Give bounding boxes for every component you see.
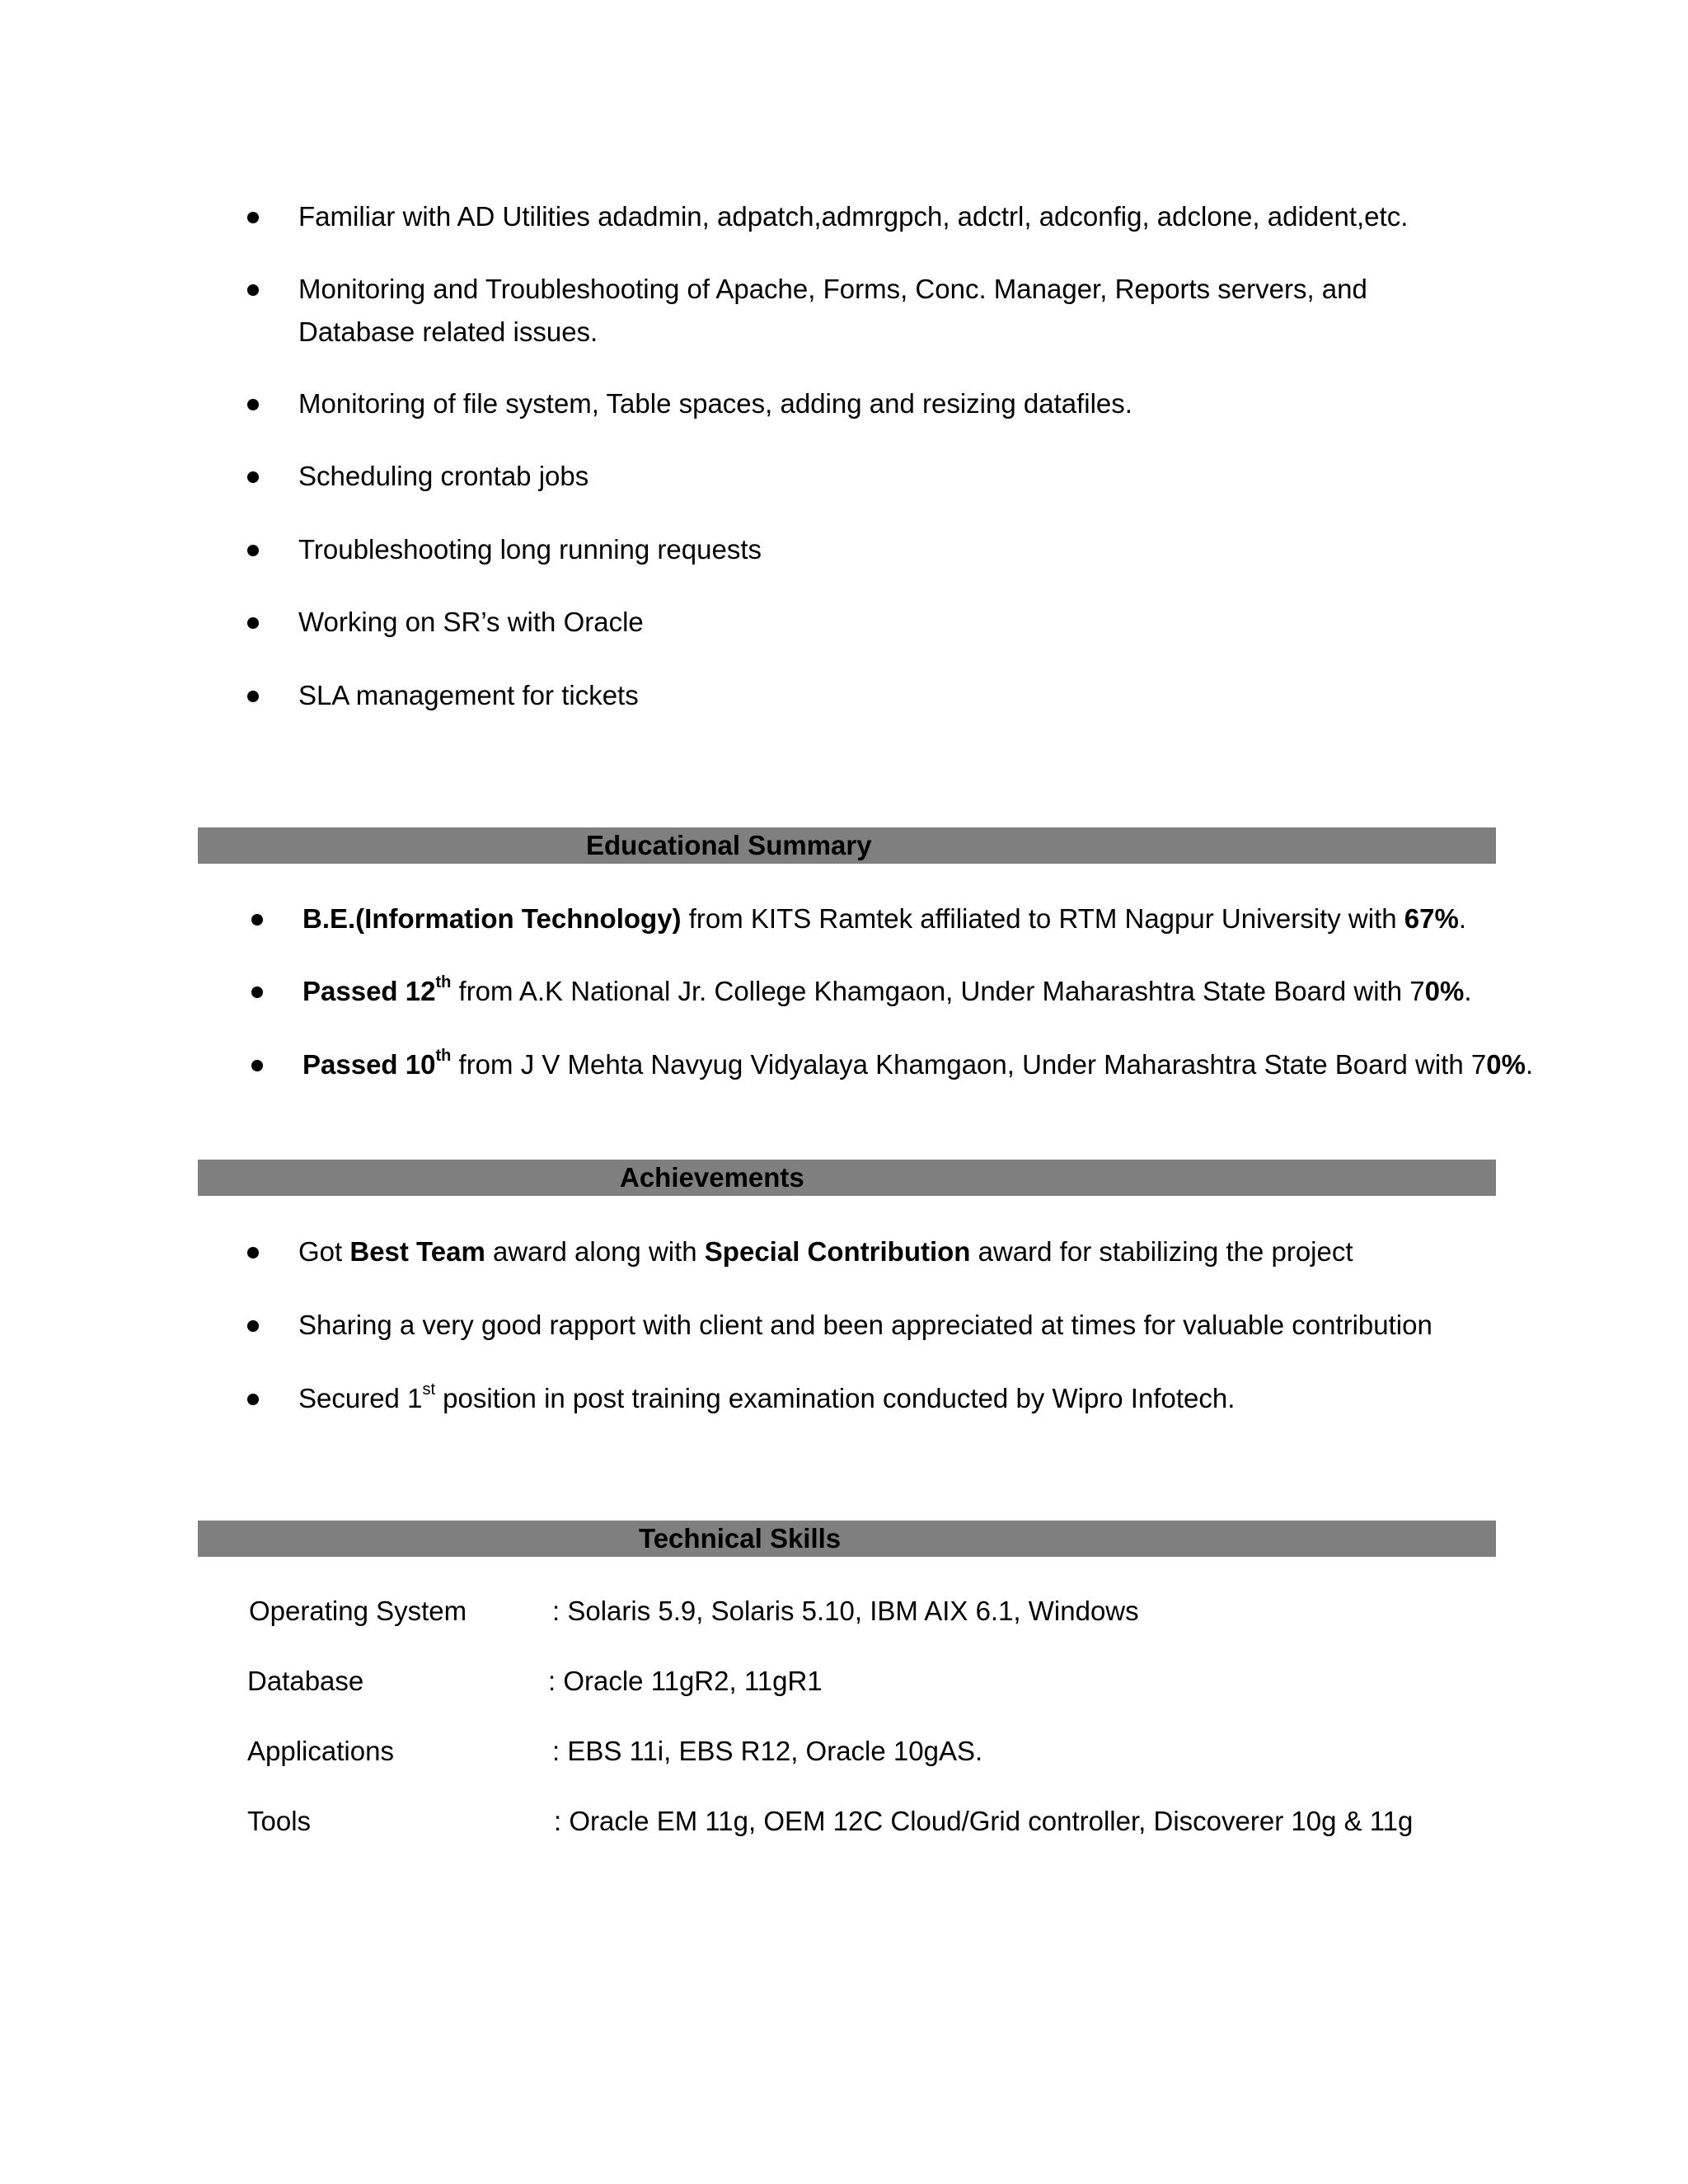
- skill-value: : Solaris 5.9, Solaris 5.10, IBM AIX 6.1, Windows: [552, 1596, 1139, 1626]
- achievement-text: Got Best Team award along with Special Contribution award for stabilizing the project: [298, 1236, 1353, 1267]
- achievements-header-bar: [198, 1160, 1496, 1196]
- bullet-icon: [247, 399, 259, 410]
- experience-text: Monitoring and Troubleshooting of Apache, Forms, Conc. Manager, Reports servers, and Database related issues.: [298, 274, 1367, 347]
- bullet-icon: [247, 284, 259, 296]
- bullet-icon: [251, 1060, 263, 1071]
- bullet-icon: [247, 617, 259, 629]
- skill-label: Applications: [247, 1736, 394, 1766]
- skill-value: : EBS 11i, EBS R12, Oracle 10gAS.: [552, 1736, 983, 1766]
- achievements-title: Achievements: [620, 1162, 804, 1193]
- experience-text: SLA management for tickets: [298, 680, 639, 710]
- bullet-icon: [247, 471, 259, 483]
- education-header-bar: [198, 827, 1496, 864]
- experience-text: Working on SR’s with Oracle: [298, 607, 644, 637]
- skill-label: Tools: [247, 1806, 312, 1836]
- skills-header-bar: [198, 1521, 1496, 1557]
- bullet-icon: [247, 1320, 259, 1332]
- skill-value: : Oracle EM 11g, OEM 12C Cloud/Grid controller, Discoverer 10g & 11g: [554, 1806, 1414, 1836]
- experience-text: Scheduling crontab jobs: [298, 461, 589, 491]
- experience-text: Troubleshooting long running requests: [298, 534, 762, 565]
- education-text: B.E.(Information Technology) from KITS Ramtek affiliated to RTM Nagpur University with 67%.: [302, 903, 1467, 934]
- bullet-icon: [247, 1247, 259, 1258]
- skill-label: Database: [247, 1666, 364, 1696]
- bullet-icon: [251, 987, 263, 998]
- skill-value: : Oracle 11gR2, 11gR1: [548, 1666, 823, 1696]
- achievement-text: Secured 1st position in post training examination conducted by Wipro Infotech.: [298, 1380, 1236, 1413]
- education-title: Educational Summary: [586, 830, 872, 860]
- experience-text: Familiar with AD Utilities adadmin, adpatch,admrgpch, adctrl, adconfig, adclone, adident,etc.: [298, 201, 1409, 232]
- bullet-icon: [247, 1394, 259, 1405]
- bullet-icon: [251, 914, 263, 926]
- bullet-icon: [247, 691, 259, 702]
- bullet-icon: [247, 545, 259, 556]
- achievement-text: Sharing a very good rapport with client and been appreciated at times for valuable contribution: [298, 1310, 1432, 1340]
- skills-title: Technical Skills: [639, 1523, 842, 1554]
- education-text: Passed 12th from A.K National Jr. College Khamgaon, Under Maharashtra State Board with 70%.: [302, 973, 1472, 1006]
- experience-text: Monitoring of file system, Table spaces, adding and resizing datafiles.: [298, 388, 1132, 419]
- education-text: Passed 10th from J V Mehta Navyug Vidyalaya Khamgaon, Under Maharashtra State Board with 70%.: [302, 1047, 1534, 1080]
- skill-label: Operating System: [249, 1596, 467, 1626]
- bullet-icon: [247, 212, 259, 223]
